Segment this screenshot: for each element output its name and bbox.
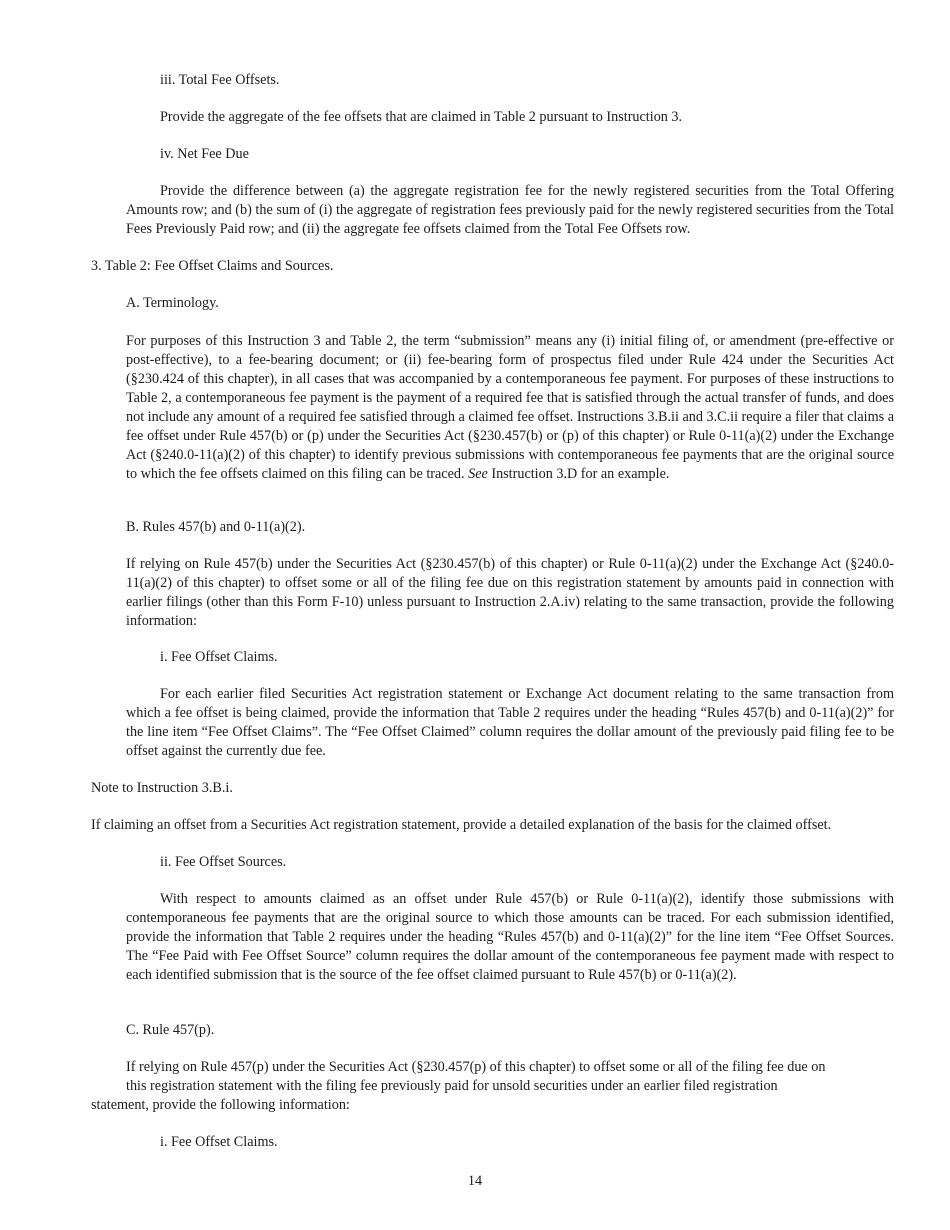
- paragraph-a-tail: Instruction 3.D for an example.: [491, 466, 670, 482]
- heading-iv: iv. Net Fee Due: [160, 146, 249, 162]
- paragraph-c-line-2: this registration statement with the filing fee previously paid for unsold securities under an earlier filed registration: [126, 1078, 778, 1094]
- paragraph-c-line-1: If relying on Rule 457(p) under the Securities Act (§230.457(p) of this chapter) to offset some or all of the filing fee due on: [126, 1059, 826, 1075]
- paragraph-iv: Provide the difference between (a) the aggregate registration fee for the newly registered securities from the Total Offering Amounts row; and (b) the sum of (i) the aggregate of registration fees previously paid for the newly registered securities from the Total Fees Previously Paid row; and (ii) the aggregate fee offsets claimed from the Total Fee Offsets row.: [126, 183, 894, 237]
- heading-c-i: i. Fee Offset Claims.: [160, 1134, 278, 1150]
- paragraph-b: If relying on Rule 457(b) under the Securities Act (§230.457(b) of this chapter) or Rule 0-11(a)(2) under the Exchange Act (§240.0-11(a)(2) of this chapter) to offset some or all of the filing fee due on this registration statement by amounts paid in connection with earlier filings (other than this Form F-10) unless pursuant to Instruction 2.A.iv) relating to the same transaction, provide the following information:: [126, 556, 894, 629]
- heading-b-ii: ii. Fee Offset Sources.: [160, 854, 287, 870]
- paragraph-a-see: See: [468, 466, 488, 482]
- heading-b: B. Rules 457(b) and 0-11(a)(2).: [126, 519, 306, 535]
- note-heading: Note to Instruction 3.B.i.: [91, 780, 233, 796]
- paragraph-b-ii: With respect to amounts claimed as an offset under Rule 457(b) or Rule 0-11(a)(2), identify those submissions with contemporaneous fee payments that are the original source to which those amounts can be traced. For each submission identified, provide the information that Table 2 requires under the heading “Rules 457(b) and 0-11(a)(2)” for the line item “Fee Offset Sources. The “Fee Paid with Fee Offset Source” column requires the dollar amount of the contemporaneous fee payment made with respect to each identified submission that is the source of the fee offset claimed pursuant to Rule 457(b) or 0-11(a)(2).: [126, 891, 894, 983]
- paragraph-iii: Provide the aggregate of the fee offsets that are claimed in Table 2 pursuant to Instruction 3.: [160, 109, 683, 125]
- heading-c: C. Rule 457(p).: [126, 1022, 215, 1038]
- note-paragraph: If claiming an offset from a Securities Act registration statement, provide a detailed explanation of the basis for the claimed offset.: [91, 817, 832, 833]
- heading-b-i: i. Fee Offset Claims.: [160, 649, 278, 665]
- heading-a: A. Terminology.: [126, 295, 219, 311]
- heading-iii: iii. Total Fee Offsets.: [160, 72, 280, 88]
- paragraph-a-main: For purposes of this Instruction 3 and Table 2, the term “submission” means any (i) initial filing of, or amendment (pre-effective or post-effective), to a fee-bearing document; or (ii) fee-bearing form of prospectus filed under Rule 424 under the Securities Act (§230.424 of this chapter), in all cases that was accompanied by a contemporaneous fee payment. For purposes of these instructions to Table 2, a contemporaneous fee payment is the payment of a required fee that is satisfied through the actual transfer of funds, and does not include any amount of a required fee satisfied through a claimed fee offset. Instructions 3.B.ii and 3.C.ii require a filer that claims a fee offset under Rule 457(b) or (p) under the Securities Act (§230.457(b) or (p) of this chapter) or Rule 0-11(a)(2) under the Exchange Act (§240.0-11(a)(2) of this chapter) to identify previous submissions with contemporaneous fee payments that are the original source to which the fee offsets claimed on this filing can be traced.: [126, 333, 894, 482]
- paragraph-c-line-3: statement, provide the following information:: [91, 1097, 350, 1113]
- section-3-heading: 3. Table 2: Fee Offset Claims and Sources.: [91, 258, 334, 274]
- paragraph-a: [126, 332, 894, 484]
- page-number: 14: [467, 1173, 483, 1189]
- paragraph-b-i: For each earlier filed Securities Act registration statement or Exchange Act document relating to the same transaction from which a fee offset is being claimed, provide the information that Table 2 requires under the heading “Rules 457(b) and 0-11(a)(2)” for the line item “Fee Offset Claims”. The “Fee Offset Claimed” column requires the dollar amount of the previously paid filing fee to be offset against the currently due fee.: [126, 686, 894, 759]
- paragraph-c: [91, 1058, 901, 1115]
